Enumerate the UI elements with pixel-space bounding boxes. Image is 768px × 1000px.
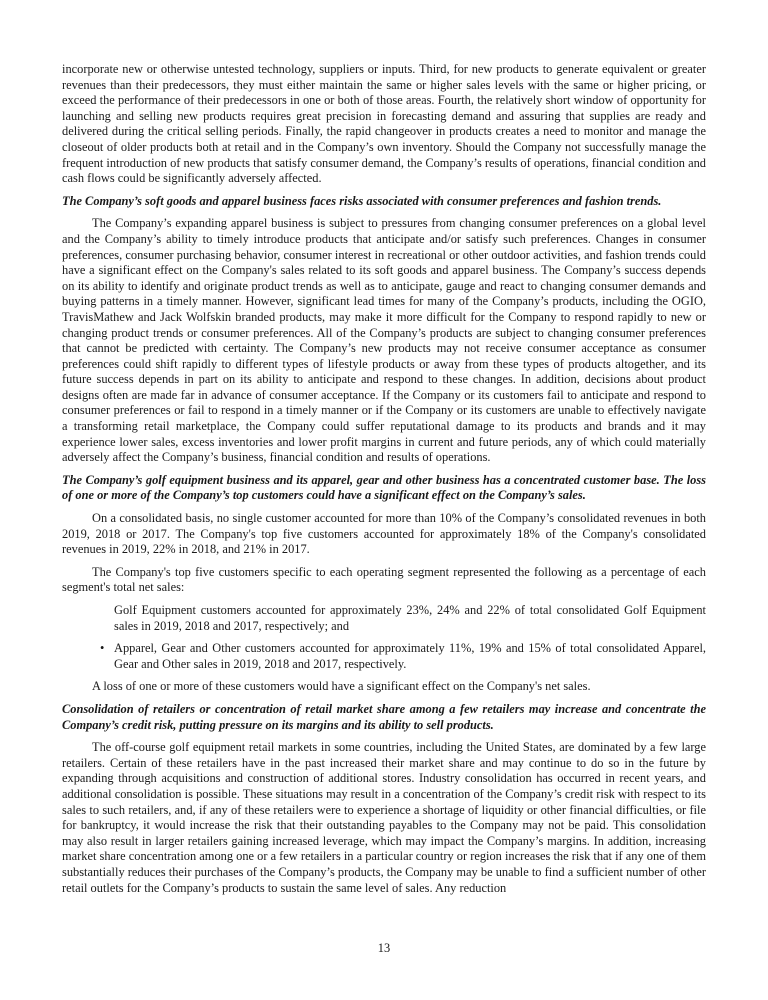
section-heading-retail-consolidation: Consolidation of retailers or concentration of retail market share among a few retailers may increase and concentrate the Company’s credit risk, putting pressure on its margins and its ability to sell products. (62, 701, 706, 732)
paragraph-continuation: incorporate new or otherwise untested technology, suppliers or inputs. Third, for new products to generate equivalent or greater revenues than their predecessors, they must either maintain the same or higher sales levels with the same or higher pricing, or exceed the performance of their predecessors in one or both of those areas. Fourth, the relatively short window of opportunity for launching and selling new products requires great precision in forecasting demand and assuring that supplies are ready and delivered during the critical selling periods. Finally, the rapid changeover in products creates a need to monitor and manage the closeout of older products both at retail and in the Company’s own inventory. Should the Company not successfully manage the frequent introduction of new products that satisfy consumer demand, the Company’s results of operations, financial condition and cash flows could be significantly adversely affected. (62, 62, 706, 186)
segment-bullet-list (62, 603, 706, 672)
bullet-text: Apparel, Gear and Other customers accounted for approximately 11%, 19% and 15% of total consolidated Apparel, Gear and Other sales in 2019, 2018 and 2017, respectively. (114, 641, 706, 671)
bullet-text: Golf Equipment customers accounted for approximately 23%, 24% and 22% of total consolidated Golf Equipment sales in 2019, 2018 and 2017, respectively; and (114, 603, 706, 633)
paragraph-soft-goods: The Company’s expanding apparel business is subject to pressures from changing consumer preferences on a global level and the Company’s ability to timely introduce products that anticipate and/or satisfy such preferences. Changes in consumer preferences, consumer purchasing behavior, consumer interest in recreational or other outdoor activities, and fashion trends could have a significant effect on the Company's sales related to its soft goods and apparel business. The Company’s success depends on its ability to identify and originate product trends as well as to anticipate, gauge and react to changing consumer demands and buying patterns in a timely manner. However, significant lead times for many of the Company’s products, including the OGIO, TravisMathew and Jack Wolfskin branded products, may make it more difficult for the Company to respond rapidly to new or changing product trends or consumer preferences. All of the Company’s products are subject to changing consumer preferences that cannot be predicted with certainty. The Company’s new products may not receive consumer acceptance as consumer preferences could shift rapidly to different types of lifestyle products or away from these types of products altogether, and its future success depends in part on its ability to anticipate and respond to these changes. In addition, decisions about product designs often are made far in advance of consumer acceptance. If the Company or its customers fail to anticipate and respond to consumer preferences or fail to respond in a timely manner or if the Company or its customers are unable to effectively navigate a transforming retail marketplace, the Company could suffer reputational damage to its products and brands and it may experience lower sales, excess inventories and lower profit margins in current and future periods, any of which could materially adversely affect the Company’s business, financial condition and results of operations. (62, 216, 706, 465)
page-number: 13 (377, 941, 391, 955)
paragraph-retail-consolidation: The off-course golf equipment retail markets in some countries, including the United States, are dominated by a few large retailers. Certain of these retailers have in the past increased their market share and may continue to do so in the future by expanding through acquisitions and construction of additional stores. Industry consolidation has occurred in recent years, and additional consolidation is possible. These situations may result in a concentration of the Company’s credit risk with respect to its sales to such retailers, and, if any of these retailers were to experience a shortage of liquidity or other financial difficulties, or file for bankruptcy, it would increase the risk that their outstanding payables to the Company may not be paid. This consolidation may also result in larger retailers gaining increased leverage, which may impact the Company’s margins. In addition, increasing market share concentration among one or a few retailers in a particular country or region increases the risk that if any one of them substantially reduces their purchases of the Company’s products, the Company may be unable to find a sufficient number of other retail outlets for the Company’s products to sustain the same level of sales. Any reduction (62, 740, 706, 895)
section-heading-customer-base: The Company’s golf equipment business and its apparel, gear and other business has a concentrated customer base. The loss of one or more of the Company’s top customers could have a significant effect on the Company’s sales. (62, 472, 706, 503)
paragraph-loss-of-customers: A loss of one or more of these customers would have a significant effect on the Company's net sales. (92, 679, 591, 694)
bullet-marker: • (100, 641, 105, 656)
section-heading-soft-goods: The Company’s soft goods and apparel business faces risks associated with consumer preferences and fashion trends. (62, 193, 662, 208)
paragraph-consolidated-customers: On a consolidated basis, no single customer accounted for more than 10% of the Company’s consolidated revenues in both 2019, 2018 or 2017. The Company's top five customers accounted for approximately 18% of the Company's consolidated revenues in 2019, 22% in 2018, and 21% in 2017. (62, 511, 706, 557)
document-page (62, 62, 706, 903)
paragraph-segment-customers: The Company's top five customers specific to each operating segment represented the following as a percentage of each segment's total net sales: (62, 564, 706, 595)
bullet-item-apparel-gear (62, 641, 706, 672)
bullet-item-golf-equipment (62, 603, 706, 634)
